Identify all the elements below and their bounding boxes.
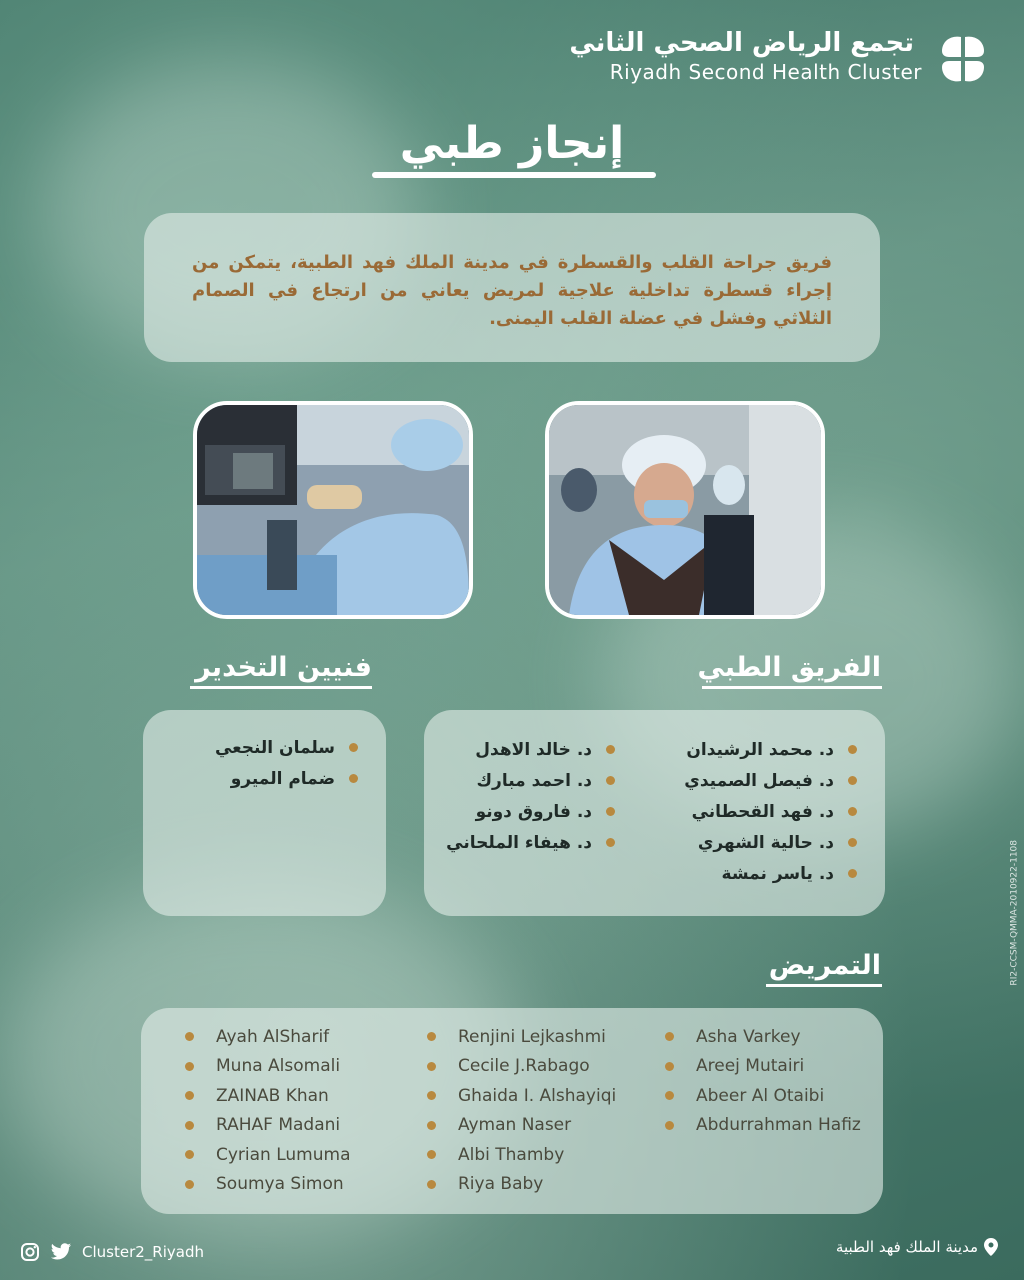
bullet — [185, 1121, 194, 1130]
brand-name-ar: تجمع الرياض الصحي الثاني — [569, 28, 914, 58]
social-handle[interactable]: Cluster2_Riyadh — [82, 1243, 204, 1261]
bullet — [665, 1032, 674, 1041]
list-item: Areej Mutairi — [665, 1052, 861, 1082]
list-item: د. هيفاء الملحاني — [446, 827, 615, 858]
bullet — [427, 1180, 436, 1189]
nursing-card — [141, 1008, 883, 1214]
list-item: د. احمد مبارك — [446, 765, 615, 796]
nursing-list-col1 — [185, 1022, 351, 1199]
bullet — [848, 807, 857, 816]
list-item: Renjini Lejkashmi — [427, 1022, 616, 1052]
bullet — [427, 1032, 436, 1041]
bullet — [185, 1150, 194, 1159]
list-item: Abdurrahman Hafiz — [665, 1111, 861, 1141]
list-item: Muna Alsomali — [185, 1052, 351, 1082]
bullet — [185, 1180, 194, 1189]
nursing-list-col2 — [427, 1022, 616, 1199]
page-title: إنجاز طبي — [399, 118, 625, 169]
instagram-icon[interactable] — [20, 1242, 40, 1262]
medical-team-underline — [702, 686, 882, 689]
twitter-icon[interactable] — [50, 1242, 72, 1262]
bullet — [848, 838, 857, 847]
intro-text: فريق جراحة القلب والقسطرة في مدينة الملك فهد الطبية، يتمكن من إجراء قسطرة تداخلية علاجية لمريض يعاني من ارتجاع في الصمام الثلاثي وفشل في عضلة القلب اليمنى. — [192, 252, 832, 329]
list-item: Ghaida I. Alshayiqi — [427, 1081, 616, 1111]
nursing-underline — [766, 984, 882, 987]
list-item: Riya Baby — [427, 1170, 616, 1200]
list-item: ضمام الميرو — [215, 763, 358, 794]
medical-team-card — [424, 710, 885, 916]
social-links — [20, 1242, 204, 1262]
bullet — [185, 1062, 194, 1071]
nursing-title: التمريض — [768, 950, 881, 981]
bullet — [349, 743, 358, 752]
surgeons-photo — [545, 401, 825, 619]
bullet — [848, 869, 857, 878]
anesthesia-title: فنيين التخدير — [195, 652, 372, 683]
list-item: د. خالد الاهدل — [446, 734, 615, 765]
bullet — [349, 774, 358, 783]
bullet — [606, 838, 615, 847]
list-item: Ayman Naser — [427, 1111, 616, 1141]
bullet — [848, 745, 857, 754]
list-item: Ayah AlSharif — [185, 1022, 351, 1052]
bullet — [427, 1150, 436, 1159]
list-item: د. حالية الشهري — [684, 827, 857, 858]
bullet — [606, 776, 615, 785]
nursing-list-col3 — [665, 1022, 861, 1140]
list-item: Cecile J.Rabago — [427, 1052, 616, 1082]
medical-team-title: الفريق الطبي — [697, 652, 881, 683]
surgeons-image — [549, 405, 821, 615]
list-item: Abeer Al Otaibi — [665, 1081, 861, 1111]
bullet — [427, 1091, 436, 1100]
bullet — [848, 776, 857, 785]
medical-team-list-left — [446, 734, 615, 858]
list-item: د. ياسر نمشة — [684, 858, 857, 889]
list-item: سلمان النجعي — [215, 732, 358, 763]
bullet — [185, 1032, 194, 1041]
list-item: Soumya Simon — [185, 1170, 351, 1200]
bullet — [427, 1062, 436, 1071]
cluster-logo-icon — [932, 33, 994, 85]
document-code: RI2-CCSM-QMMA-2010922-1108 — [1010, 840, 1020, 986]
anesthesia-list — [215, 732, 358, 794]
brand-name-en: Riyadh Second Health Cluster — [609, 60, 922, 84]
location-pin-icon — [984, 1238, 998, 1256]
anesthesia-card — [143, 710, 386, 916]
bullet — [606, 745, 615, 754]
procedure-image — [197, 405, 469, 615]
list-item: Cyrian Lumuma — [185, 1140, 351, 1170]
intro-card — [144, 213, 880, 362]
list-item: د. محمد الرشيدان — [684, 734, 857, 765]
bullet — [665, 1091, 674, 1100]
bullet — [185, 1091, 194, 1100]
bullet — [427, 1121, 436, 1130]
bullet — [606, 807, 615, 816]
medical-team-list-right — [684, 734, 857, 889]
list-item: Albi Thamby — [427, 1140, 616, 1170]
list-item: د. فهد القحطاني — [684, 796, 857, 827]
bullet — [665, 1121, 674, 1130]
location — [836, 1238, 998, 1256]
anesthesia-underline — [190, 686, 372, 689]
list-item: RAHAF Madani — [185, 1111, 351, 1141]
list-item: د. فاروق دونو — [446, 796, 615, 827]
location-text: مدينة الملك فهد الطبية — [835, 1238, 978, 1256]
list-item: Asha Varkey — [665, 1022, 861, 1052]
bullet — [665, 1062, 674, 1071]
title-underline — [372, 172, 656, 178]
list-item: د. فيصل الصميدي — [684, 765, 857, 796]
list-item: ZAINAB Khan — [185, 1081, 351, 1111]
procedure-photo — [193, 401, 473, 619]
